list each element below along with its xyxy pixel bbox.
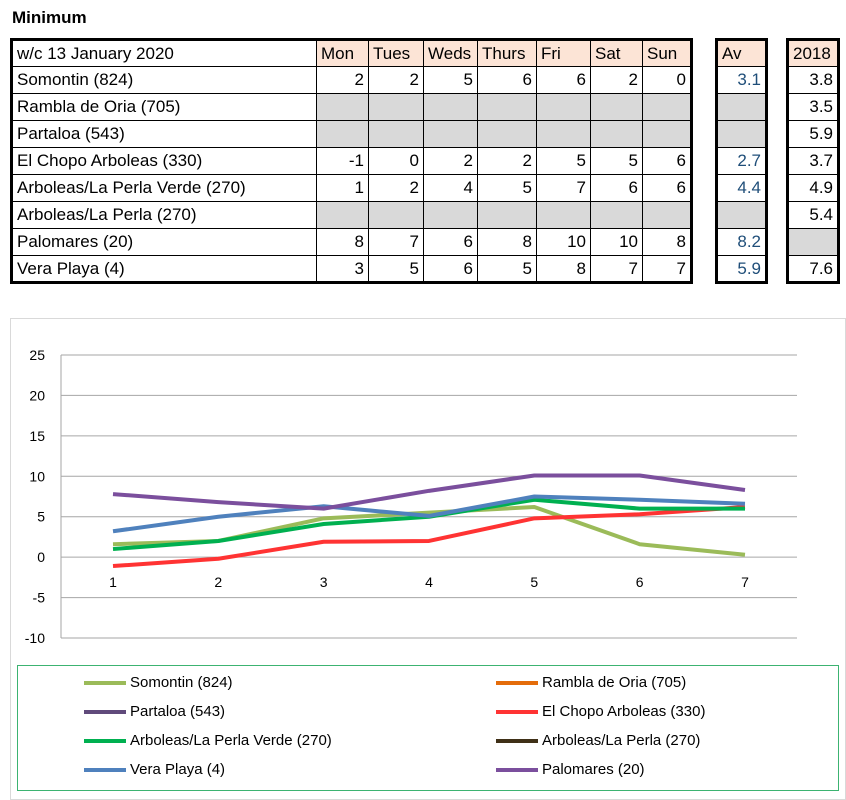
x-tick-label: 7 xyxy=(741,574,749,591)
empty-cell xyxy=(643,94,692,121)
year-2018-cell: 5.9 xyxy=(788,121,839,148)
value-cell: 2 xyxy=(591,67,643,94)
y-tick-label: 20 xyxy=(29,387,45,404)
legend-label: Somontin (824) xyxy=(130,674,233,691)
legend-swatch xyxy=(496,739,538,743)
table-row xyxy=(12,67,692,94)
empty-cell xyxy=(424,202,478,229)
table-row xyxy=(788,229,839,256)
value-cell: 7 xyxy=(643,256,692,283)
y-tick-label: -10 xyxy=(24,630,45,646)
empty-cell xyxy=(478,202,537,229)
empty-cell xyxy=(591,94,643,121)
value-cell: 5 xyxy=(478,256,537,283)
header-row xyxy=(12,40,692,67)
table-row xyxy=(12,229,692,256)
station-name: Palomares (20) xyxy=(12,229,317,256)
table-row xyxy=(717,256,767,283)
legend-swatch xyxy=(496,681,538,685)
empty-cell xyxy=(317,121,369,148)
empty-cell xyxy=(478,121,537,148)
table-row xyxy=(12,175,692,202)
x-tick-label: 2 xyxy=(214,574,223,591)
legend-item xyxy=(84,674,233,691)
value-cell: 1 xyxy=(317,175,369,202)
day-header: Fri xyxy=(537,40,591,67)
empty-cell xyxy=(717,202,767,229)
value-cell: 5 xyxy=(537,148,591,175)
empty-cell xyxy=(717,121,767,148)
table-row xyxy=(788,256,839,283)
value-cell: 2 xyxy=(369,67,424,94)
y-tick-label: 0 xyxy=(37,549,45,566)
value-cell: 6 xyxy=(591,175,643,202)
table-row xyxy=(12,256,692,283)
station-name: Rambla de Oria (705) xyxy=(12,94,317,121)
year-2018-cell: 7.6 xyxy=(788,256,839,283)
chart-legend xyxy=(17,665,839,791)
value-cell: 3 xyxy=(317,256,369,283)
table-row xyxy=(717,94,767,121)
year-2018-cell: 3.7 xyxy=(788,148,839,175)
value-cell: 0 xyxy=(369,148,424,175)
station-name: Arboleas/La Perla (270) xyxy=(12,202,317,229)
table-row xyxy=(788,175,839,202)
y-tick-label: 25 xyxy=(29,347,45,363)
station-name: Arboleas/La Perla Verde (270) xyxy=(12,175,317,202)
station-name: Somontin (824) xyxy=(12,67,317,94)
station-name: Partaloa (543) xyxy=(12,121,317,148)
av-header: Av xyxy=(717,40,767,67)
year-2018-cell: 5.4 xyxy=(788,202,839,229)
empty-cell xyxy=(788,229,839,256)
legend-swatch xyxy=(496,710,538,714)
empty-cell xyxy=(591,202,643,229)
average-cell: 8.2 xyxy=(717,229,767,256)
empty-cell xyxy=(643,121,692,148)
page-title: Minimum xyxy=(12,8,87,27)
x-tick-label: 4 xyxy=(425,574,433,591)
table-row xyxy=(788,202,839,229)
legend-item xyxy=(84,703,225,720)
value-cell: 6 xyxy=(424,229,478,256)
table-row xyxy=(788,148,839,175)
minimum-table xyxy=(10,38,693,284)
value-cell: 10 xyxy=(537,229,591,256)
empty-cell xyxy=(478,94,537,121)
x-tick-label: 6 xyxy=(635,574,644,591)
value-cell: 7 xyxy=(591,256,643,283)
table-row xyxy=(788,67,839,94)
series-line xyxy=(113,475,745,508)
table-row xyxy=(717,175,767,202)
day-header: Tues xyxy=(369,40,424,67)
empty-cell xyxy=(369,202,424,229)
header-row xyxy=(788,40,839,67)
value-cell: 2 xyxy=(424,148,478,175)
year-header: 2018 xyxy=(788,40,839,67)
value-cell: 2 xyxy=(317,67,369,94)
value-cell: 5 xyxy=(424,67,478,94)
value-cell: 8 xyxy=(478,229,537,256)
day-header: Mon xyxy=(317,40,369,67)
value-cell: 5 xyxy=(591,148,643,175)
value-cell: 2 xyxy=(369,175,424,202)
day-header: Sun xyxy=(643,40,692,67)
table-row xyxy=(12,94,692,121)
value-cell: 6 xyxy=(537,67,591,94)
average-table xyxy=(715,38,768,284)
average-cell: 4.4 xyxy=(717,175,767,202)
legend-item xyxy=(496,703,705,720)
value-cell: 8 xyxy=(317,229,369,256)
legend-label: El Chopo Arboleas (330) xyxy=(542,703,706,720)
year-2018-cell: 4.9 xyxy=(788,175,839,202)
header-row xyxy=(717,40,767,67)
y-tick-label: 10 xyxy=(29,468,45,485)
empty-cell xyxy=(424,94,478,121)
empty-cell xyxy=(537,121,591,148)
value-cell: 6 xyxy=(643,148,692,175)
legend-swatch xyxy=(84,681,126,685)
legend-swatch xyxy=(84,739,126,743)
value-cell: 10 xyxy=(591,229,643,256)
value-cell: 8 xyxy=(537,256,591,283)
x-tick-label: 5 xyxy=(530,574,539,591)
value-cell: 7 xyxy=(537,175,591,202)
empty-cell xyxy=(369,121,424,148)
table-row xyxy=(717,202,767,229)
y-tick-label: 5 xyxy=(37,508,45,525)
empty-cell xyxy=(717,94,767,121)
legend-label: Rambla de Oria (705) xyxy=(542,674,687,691)
empty-cell xyxy=(537,94,591,121)
legend-item xyxy=(496,674,686,691)
legend-swatch xyxy=(84,710,126,714)
average-cell: 3.1 xyxy=(717,67,767,94)
value-cell: 0 xyxy=(643,67,692,94)
line-chart xyxy=(0,318,846,668)
year-2018-cell: 3.8 xyxy=(788,67,839,94)
day-header: Thurs xyxy=(478,40,537,67)
value-cell: 4 xyxy=(424,175,478,202)
empty-cell xyxy=(537,202,591,229)
day-header: Weds xyxy=(424,40,478,67)
table-row xyxy=(12,121,692,148)
legend-label: Palomares (20) xyxy=(542,761,645,778)
empty-cell xyxy=(317,94,369,121)
day-header: Sat xyxy=(591,40,643,67)
value-cell: 6 xyxy=(478,67,537,94)
empty-cell xyxy=(369,94,424,121)
y-tick-label: -5 xyxy=(32,589,45,606)
table-row xyxy=(717,67,767,94)
value-cell: 8 xyxy=(643,229,692,256)
table-row xyxy=(12,202,692,229)
value-cell: 7 xyxy=(369,229,424,256)
value-cell: 2 xyxy=(478,148,537,175)
table-row xyxy=(788,121,839,148)
legend-label: Arboleas/La Perla Verde (270) xyxy=(130,732,332,749)
legend-label: Arboleas/La Perla (270) xyxy=(542,732,701,749)
week-label: w/c 13 January 2020 xyxy=(12,40,317,67)
value-cell: 6 xyxy=(643,175,692,202)
legend-label: Vera Playa (4) xyxy=(130,761,226,778)
station-name: El Chopo Arboleas (330) xyxy=(12,148,317,175)
table-row xyxy=(717,229,767,256)
empty-cell xyxy=(643,202,692,229)
average-cell: 2.7 xyxy=(717,148,767,175)
table-row xyxy=(717,148,767,175)
station-name: Vera Playa (4) xyxy=(12,256,317,283)
legend-item xyxy=(496,732,700,749)
value-cell: 5 xyxy=(478,175,537,202)
table-row xyxy=(717,121,767,148)
year-2018-table xyxy=(786,38,840,284)
empty-cell xyxy=(591,121,643,148)
y-tick-label: 15 xyxy=(29,427,45,444)
value-cell: 6 xyxy=(424,256,478,283)
value-cell: 5 xyxy=(369,256,424,283)
legend-label: Partaloa (543) xyxy=(130,703,226,720)
legend-item xyxy=(84,761,225,778)
value-cell: -1 xyxy=(317,148,369,175)
x-tick-label: 3 xyxy=(319,574,328,591)
empty-cell xyxy=(424,121,478,148)
legend-swatch xyxy=(496,768,538,772)
x-tick-label: 1 xyxy=(109,574,117,591)
empty-cell xyxy=(317,202,369,229)
table-row xyxy=(788,94,839,121)
table-row xyxy=(12,148,692,175)
legend-item xyxy=(84,732,332,749)
legend-swatch xyxy=(84,768,126,772)
year-2018-cell: 3.5 xyxy=(788,94,839,121)
legend-item xyxy=(496,761,645,778)
average-cell: 5.9 xyxy=(717,256,767,283)
